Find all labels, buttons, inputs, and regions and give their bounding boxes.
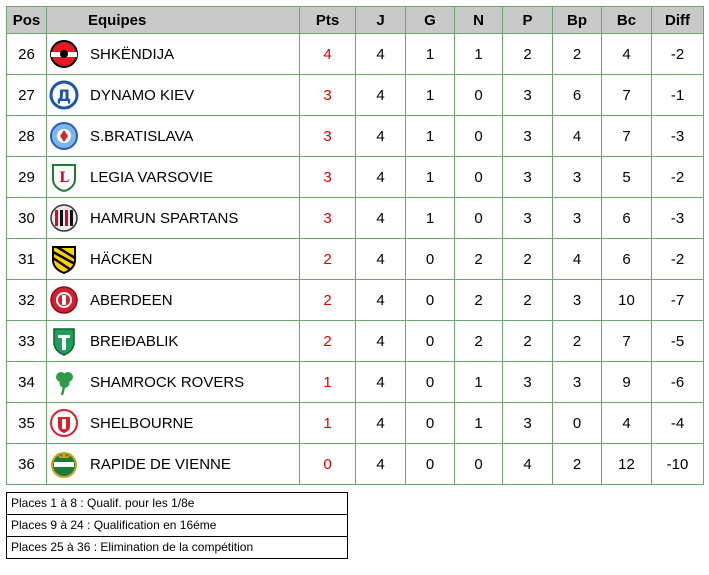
cell-team (47, 34, 300, 75)
header-pts: Pts (300, 7, 356, 34)
cell-position: 27 (7, 75, 47, 116)
aberdeen-crest-icon (49, 285, 79, 315)
cell-goals-against: 12 (602, 444, 652, 485)
cell-points: 0 (300, 444, 356, 485)
cell-lost: 3 (503, 403, 553, 444)
rapid-wien-crest-icon (49, 449, 79, 479)
cell-points: 4 (300, 34, 356, 75)
breidablik-crest-icon (49, 326, 79, 356)
cell-position: 29 (7, 157, 47, 198)
team-name: RAPIDE DE VIENNE (90, 455, 231, 473)
cell-position: 35 (7, 403, 47, 444)
cell-goals-for: 3 (553, 157, 602, 198)
cell-position: 26 (7, 34, 47, 75)
cell-lost: 3 (503, 75, 553, 116)
cell-team (47, 362, 300, 403)
cell-won: 0 (406, 280, 455, 321)
cell-drawn: 0 (455, 116, 503, 157)
cell-position: 31 (7, 239, 47, 280)
cell-position: 33 (7, 321, 47, 362)
cell-goals-for: 4 (553, 239, 602, 280)
shelbourne-crest-icon (49, 408, 79, 438)
cell-points: 2 (300, 239, 356, 280)
cell-played: 4 (356, 34, 406, 75)
cell-goals-for: 4 (553, 116, 602, 157)
cell-drawn: 0 (455, 444, 503, 485)
cell-goals-for: 3 (553, 198, 602, 239)
cell-drawn: 1 (455, 362, 503, 403)
cell-won: 1 (406, 157, 455, 198)
cell-team (47, 198, 300, 239)
table-row (7, 75, 704, 116)
cell-goal-diff: -3 (652, 198, 704, 239)
cell-team (47, 403, 300, 444)
cell-goal-diff: -2 (652, 34, 704, 75)
cell-lost: 2 (503, 280, 553, 321)
cell-drawn: 0 (455, 157, 503, 198)
cell-goals-against: 7 (602, 116, 652, 157)
cell-goal-diff: -2 (652, 157, 704, 198)
cell-played: 4 (356, 157, 406, 198)
cell-goal-diff: -10 (652, 444, 704, 485)
cell-won: 0 (406, 403, 455, 444)
cell-position: 34 (7, 362, 47, 403)
cell-team (47, 116, 300, 157)
cell-team (47, 444, 300, 485)
cell-won: 1 (406, 198, 455, 239)
cell-points: 1 (300, 362, 356, 403)
cell-position: 36 (7, 444, 47, 485)
team-name: SHELBOURNE (90, 414, 194, 432)
legend-line: Places 25 à 36 : Elimination de la compétition (11, 540, 254, 554)
header-goals-against: Bc (602, 7, 652, 34)
cell-lost: 2 (503, 239, 553, 280)
header-drawn: N (455, 7, 503, 34)
header-goals-for: Bp (553, 7, 602, 34)
cell-won: 1 (406, 116, 455, 157)
cell-goals-for: 6 (553, 75, 602, 116)
cell-team (47, 157, 300, 198)
cell-goals-against: 4 (602, 34, 652, 75)
cell-drawn: 2 (455, 239, 503, 280)
cell-lost: 3 (503, 157, 553, 198)
cell-won: 0 (406, 362, 455, 403)
cell-drawn: 2 (455, 321, 503, 362)
cell-position: 32 (7, 280, 47, 321)
header-played: J (356, 7, 406, 34)
table-row (7, 321, 704, 362)
table-row (7, 444, 704, 485)
cell-goals-for: 2 (553, 321, 602, 362)
cell-points: 3 (300, 157, 356, 198)
cell-points: 1 (300, 403, 356, 444)
cell-points: 3 (300, 116, 356, 157)
cell-goals-for: 2 (553, 34, 602, 75)
cell-points: 3 (300, 198, 356, 239)
cell-goals-for: 3 (553, 362, 602, 403)
team-name: HÄCKEN (90, 250, 153, 268)
table-row (7, 116, 704, 157)
legend-line: Places 1 à 8 : Qualif. pour les 1/8e (7, 493, 347, 515)
cell-points: 2 (300, 280, 356, 321)
team-name: HAMRUN SPARTANS (90, 209, 239, 227)
cell-goals-for: 0 (553, 403, 602, 444)
cell-won: 0 (406, 444, 455, 485)
cell-drawn: 2 (455, 280, 503, 321)
table-row (7, 34, 704, 75)
cell-played: 4 (356, 198, 406, 239)
cell-goal-diff: -2 (652, 239, 704, 280)
slovan-bratislava-crest-icon (49, 121, 79, 151)
standings-table (6, 6, 704, 485)
cell-goal-diff: -6 (652, 362, 704, 403)
cell-goal-diff: -5 (652, 321, 704, 362)
table-row (7, 280, 704, 321)
cell-won: 0 (406, 321, 455, 362)
header-goal-diff: Diff (652, 7, 704, 34)
cell-played: 4 (356, 403, 406, 444)
hamrun-crest-icon (49, 203, 79, 233)
hacken-crest-icon (49, 244, 79, 274)
cell-played: 4 (356, 239, 406, 280)
cell-team (47, 239, 300, 280)
cell-lost: 3 (503, 362, 553, 403)
cell-goals-against: 9 (602, 362, 652, 403)
table-row (7, 157, 704, 198)
cell-played: 4 (356, 280, 406, 321)
cell-drawn: 1 (455, 403, 503, 444)
team-name: ABERDEEN (90, 291, 173, 309)
table-row (7, 198, 704, 239)
team-name: SHKËNDIJA (90, 45, 175, 63)
table-row (7, 403, 704, 444)
cell-goals-against: 7 (602, 75, 652, 116)
cell-won: 1 (406, 34, 455, 75)
cell-goals-against: 6 (602, 198, 652, 239)
cell-position: 28 (7, 116, 47, 157)
cell-goals-against: 10 (602, 280, 652, 321)
header-lost: P (503, 7, 553, 34)
cell-drawn: 0 (455, 75, 503, 116)
cell-points: 3 (300, 75, 356, 116)
team-name: SHAMROCK ROVERS (90, 373, 245, 391)
cell-played: 4 (356, 444, 406, 485)
cell-goal-diff: -7 (652, 280, 704, 321)
cell-team (47, 75, 300, 116)
cell-lost: 2 (503, 321, 553, 362)
legia-crest-icon (49, 162, 79, 192)
cell-goals-against: 5 (602, 157, 652, 198)
cell-position: 30 (7, 198, 47, 239)
cell-won: 0 (406, 239, 455, 280)
cell-points: 2 (300, 321, 356, 362)
team-name: S.BRATISLAVA (90, 127, 194, 145)
table-row (7, 239, 704, 280)
cell-won: 1 (406, 75, 455, 116)
team-name: DYNAMO KIEV (90, 86, 195, 104)
cell-played: 4 (356, 321, 406, 362)
team-name: BREIÐABLIK (90, 332, 179, 350)
header-row (7, 7, 704, 34)
cell-team (47, 321, 300, 362)
cell-goals-for: 2 (553, 444, 602, 485)
cell-goal-diff: -1 (652, 75, 704, 116)
legend-line: Places 9 à 24 : Qualification en 16éme (7, 515, 347, 537)
header-won: G (406, 7, 455, 34)
cell-goals-against: 4 (602, 403, 652, 444)
cell-lost: 4 (503, 444, 553, 485)
header-pos: Pos (7, 7, 47, 34)
cell-goals-for: 3 (553, 280, 602, 321)
table-row (7, 362, 704, 403)
cell-goal-diff: -4 (652, 403, 704, 444)
cell-lost: 3 (503, 198, 553, 239)
cell-played: 4 (356, 362, 406, 403)
cell-drawn: 1 (455, 34, 503, 75)
cell-played: 4 (356, 116, 406, 157)
cell-lost: 3 (503, 116, 553, 157)
cell-lost: 2 (503, 34, 553, 75)
cell-team (47, 280, 300, 321)
team-name: LEGIA VARSOVIE (90, 168, 214, 186)
legend-box (6, 492, 348, 559)
cell-drawn: 0 (455, 198, 503, 239)
cell-goals-against: 7 (602, 321, 652, 362)
shamrock-crest-icon (49, 367, 79, 397)
cell-goal-diff: -3 (652, 116, 704, 157)
dynamo-kiev-crest-icon (49, 80, 79, 110)
header-team: Equipes (47, 7, 300, 34)
shkendija-crest-icon (49, 39, 79, 69)
cell-goals-against: 6 (602, 239, 652, 280)
cell-played: 4 (356, 75, 406, 116)
